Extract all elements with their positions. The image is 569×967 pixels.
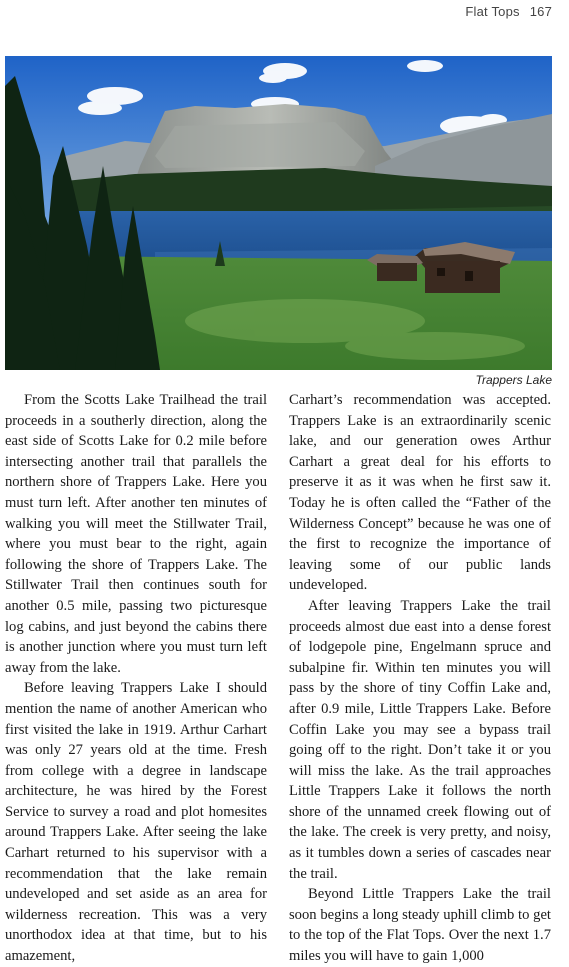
trappers-lake-photo bbox=[5, 56, 552, 370]
cloud bbox=[259, 73, 287, 83]
right-column bbox=[289, 390, 551, 967]
cloud bbox=[407, 60, 443, 72]
paragraph: Before leaving Trappers Lake I should mention the name of another American who first visited the lake in 1919. Arthur Carhart was only 27 years old at the time. Fresh from college with a degree in landscape architecture, he was hired by the Forest Service to survey a road and plot homesites around Trappers Lake. After seeing the lake Carhart returned to his supervisor with a recommendation that the lake remain undeveloped and set aside as an area for wilderness recreation. This was a very unorthodox idea at that time, but to his amazement, bbox=[5, 680, 267, 965]
figure-caption: Trappers Lake bbox=[475, 373, 552, 387]
page-number: 167 bbox=[529, 4, 552, 19]
running-title: Flat Tops bbox=[465, 4, 520, 19]
paragraph: From the Scotts Lake Trailhead the trail proceeds in a southerly direction, along the east side of Scotts Lake for 0.2 mile before intersecting another trail that parallels the northern shore of Trappers Lake. Here you must turn left. After another ten minutes of walking you will meet the Stillwater Trail, where you must bear to the right, again following the shore of Trappers Lake. The Stillwater Trail then continues south for another 0.5 mile, passing two picturesque log cabins, and just beyond the cabins there is another junction where you must turn left away from the lake. bbox=[5, 392, 267, 676]
running-header bbox=[465, 4, 552, 19]
paragraph: Beyond Little Trappers Lake the trail soon begins a long steady uphill climb to get to the top of the Flat Tops. Over the next 1.7 miles you will have to gain 1,000 bbox=[289, 886, 551, 965]
paragraph: Carhart’s recommendation was accepted. Trappers Lake is an extraordinarily scenic lake, and our generation owes Arthur Carhart a great deal for his efforts to preserve it as it was when he first saw it. Today he is often called the “Father of the Wilderness Concept” because he was one of the first to recognize the importance of leaving some of our public lands undeveloped. bbox=[289, 392, 551, 594]
cloud bbox=[78, 101, 122, 115]
paragraph: After leaving Trappers Lake the trail proceeds almost due east into a dense forest of lodgepole pine, Engelmann spruce and subalpine fir. Within ten minutes you will pass by the shore of tiny Coffin Lake and, after 0.9 mile, Little Trappers Lake. Before Coffin Lake you may see a bypass trail going off to the right. Don’t take it or you will miss the lake. As the trail approaches Little Trappers Lake it follows the north shore of the unnamed creek flowing out of the lake. The creek is very pretty, and noisy, as it tumbles down a series of cascades near the trail. bbox=[289, 597, 551, 882]
left-column bbox=[5, 390, 267, 967]
